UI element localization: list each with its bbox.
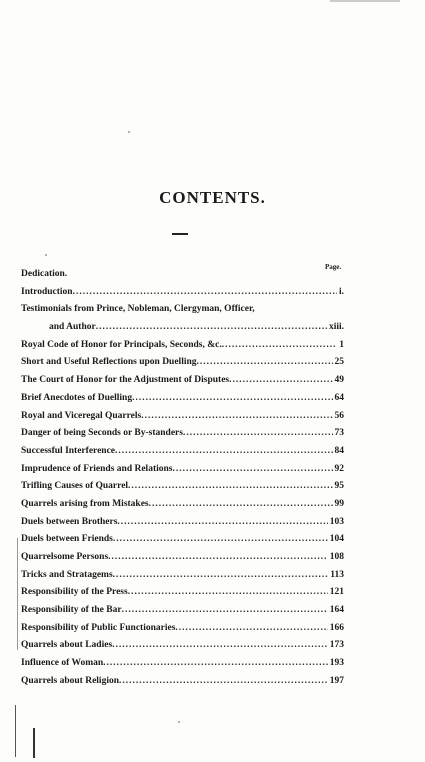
leader-dots [103, 655, 328, 673]
leader-dots [113, 567, 329, 585]
toc-entry-page: 73 [334, 428, 344, 439]
toc-entry [21, 620, 344, 638]
toc-entry-page: 56 [334, 410, 344, 421]
toc-entry-page: i. [338, 286, 344, 297]
toc-entry-label: Quarrels about Religion [21, 675, 119, 686]
toc-entry-label: The Court of Honor for the Adjustment of Disputes [21, 375, 230, 386]
toc-entry-page: 95 [334, 481, 344, 492]
leader-dots [141, 408, 332, 426]
leader-dots [115, 443, 332, 461]
toc-entry-page: 166 [329, 622, 344, 633]
leader-dots [197, 354, 333, 372]
toc-entry [21, 443, 344, 461]
toc-entry [21, 301, 344, 319]
toc-entry-label: Tricks and Stratagems [21, 569, 113, 580]
leader-dots [128, 478, 332, 496]
gutter-mark [15, 705, 16, 757]
toc-entry [21, 514, 344, 532]
leader-dots [113, 531, 328, 549]
toc-entry [21, 584, 344, 602]
toc-entry [21, 461, 344, 479]
leader-dots [222, 337, 338, 355]
leader-dots [229, 372, 332, 390]
toc-entry-page: 99 [334, 498, 344, 509]
page-column-label: Page. [325, 263, 342, 271]
toc-entry-label: Introduction [21, 286, 73, 297]
toc-entry-label: Quarrels about Ladies [21, 640, 113, 651]
leader-dots [175, 620, 327, 638]
toc-entry-label: Testimonials from Prince, Nobleman, Clergyman, Officer, [21, 304, 255, 315]
toc-entry-page: 1 [339, 339, 344, 350]
toc-entry-page: 108 [329, 552, 344, 562]
gutter-mark [33, 728, 35, 758]
leader-dots [132, 390, 332, 408]
toc-entry-label: Royal Code of Honor for Principals, Seconds, &c. [21, 339, 222, 350]
toc-entry-label: Duels between Brothers [21, 516, 118, 527]
gutter-mark [17, 538, 18, 650]
leader-dots [73, 284, 337, 302]
toc-entry-page: 64 [334, 392, 344, 403]
toc-entry-label: Responsibility of Public Functionaries [21, 622, 176, 633]
toc-entry-label: Imprudence of Friends and Relations [21, 463, 173, 474]
speck [128, 131, 130, 133]
toc-entry [21, 390, 344, 408]
toc-entry-page: 193 [329, 658, 344, 669]
toc-entry [21, 478, 344, 496]
toc-entry-page: xiii. [328, 322, 344, 333]
leader-dots [122, 602, 328, 620]
top-edge-mark [330, 0, 400, 2]
toc-entry-label: Short and Useful Reflections upon Duelling [21, 357, 197, 368]
toc-entry [21, 637, 344, 655]
toc-entry-page: 173 [329, 640, 344, 651]
toc-entry [21, 425, 344, 443]
leader-dots [128, 584, 328, 602]
leader-dots [183, 425, 333, 443]
toc-entry [21, 531, 344, 549]
toc-entry-label: Responsibility of the Press [21, 587, 128, 598]
toc-entry-page: 197 [329, 675, 344, 686]
toc-entry [21, 337, 344, 355]
toc-entry-page: 103 [329, 516, 344, 527]
toc-entry [21, 567, 344, 585]
toc-entry-label: and Author [49, 322, 96, 333]
toc-entry-page: 113 [330, 569, 344, 580]
toc-entry-page: 49 [334, 375, 344, 386]
toc-entry-label: Royal and Viceregal Quarrels [21, 410, 142, 421]
speck [178, 721, 180, 723]
toc-entry [21, 673, 344, 691]
toc-entry-label: Influence of Woman [21, 658, 104, 669]
table-of-contents [21, 266, 344, 691]
toc-entry [21, 372, 344, 390]
leader-dots [96, 319, 327, 337]
leader-dots [149, 496, 333, 514]
toc-entry-label: Dedication. [21, 269, 68, 279]
toc-entry-label: Quarrelsome Persons [21, 552, 109, 562]
toc-entry [21, 655, 344, 673]
leader-dots [108, 549, 328, 567]
toc-entry [21, 354, 344, 372]
toc-entry [21, 602, 344, 620]
toc-entry-label: Successful Interference [21, 445, 116, 456]
toc-entry-label: Trifling Causes of Quarrel [21, 481, 129, 492]
toc-entry-label: Brief Anecdotes of Duelling [21, 392, 133, 403]
toc-entry [21, 496, 344, 514]
speck [45, 254, 47, 256]
toc-entry-page: 84 [334, 445, 344, 456]
toc-entry-page: 92 [334, 463, 344, 474]
toc-entry-label: Quarrels arising from Mistakes [21, 498, 149, 509]
leader-dots [172, 461, 332, 479]
toc-entry [21, 284, 344, 302]
toc-entry-label: Danger of being Seconds or By-standers [21, 428, 183, 439]
leader-dots [117, 514, 327, 532]
toc-entry [21, 549, 344, 567]
leader-dots [119, 673, 328, 691]
toc-entry-label: Responsibility of the Bar [21, 605, 122, 616]
toc-entry-label: Duels between Friends [21, 534, 113, 545]
toc-entry [21, 266, 344, 284]
toc-entry [21, 319, 344, 337]
toc-entry-page: 25 [334, 357, 344, 368]
toc-entry-page: 121 [329, 587, 344, 598]
toc-entry-page: 164 [329, 605, 344, 616]
leader-dots [112, 637, 328, 655]
toc-entry [21, 408, 344, 426]
page-title: CONTENTS. [159, 188, 266, 207]
title-rule [172, 233, 188, 235]
toc-entry-page: 104 [329, 534, 344, 545]
